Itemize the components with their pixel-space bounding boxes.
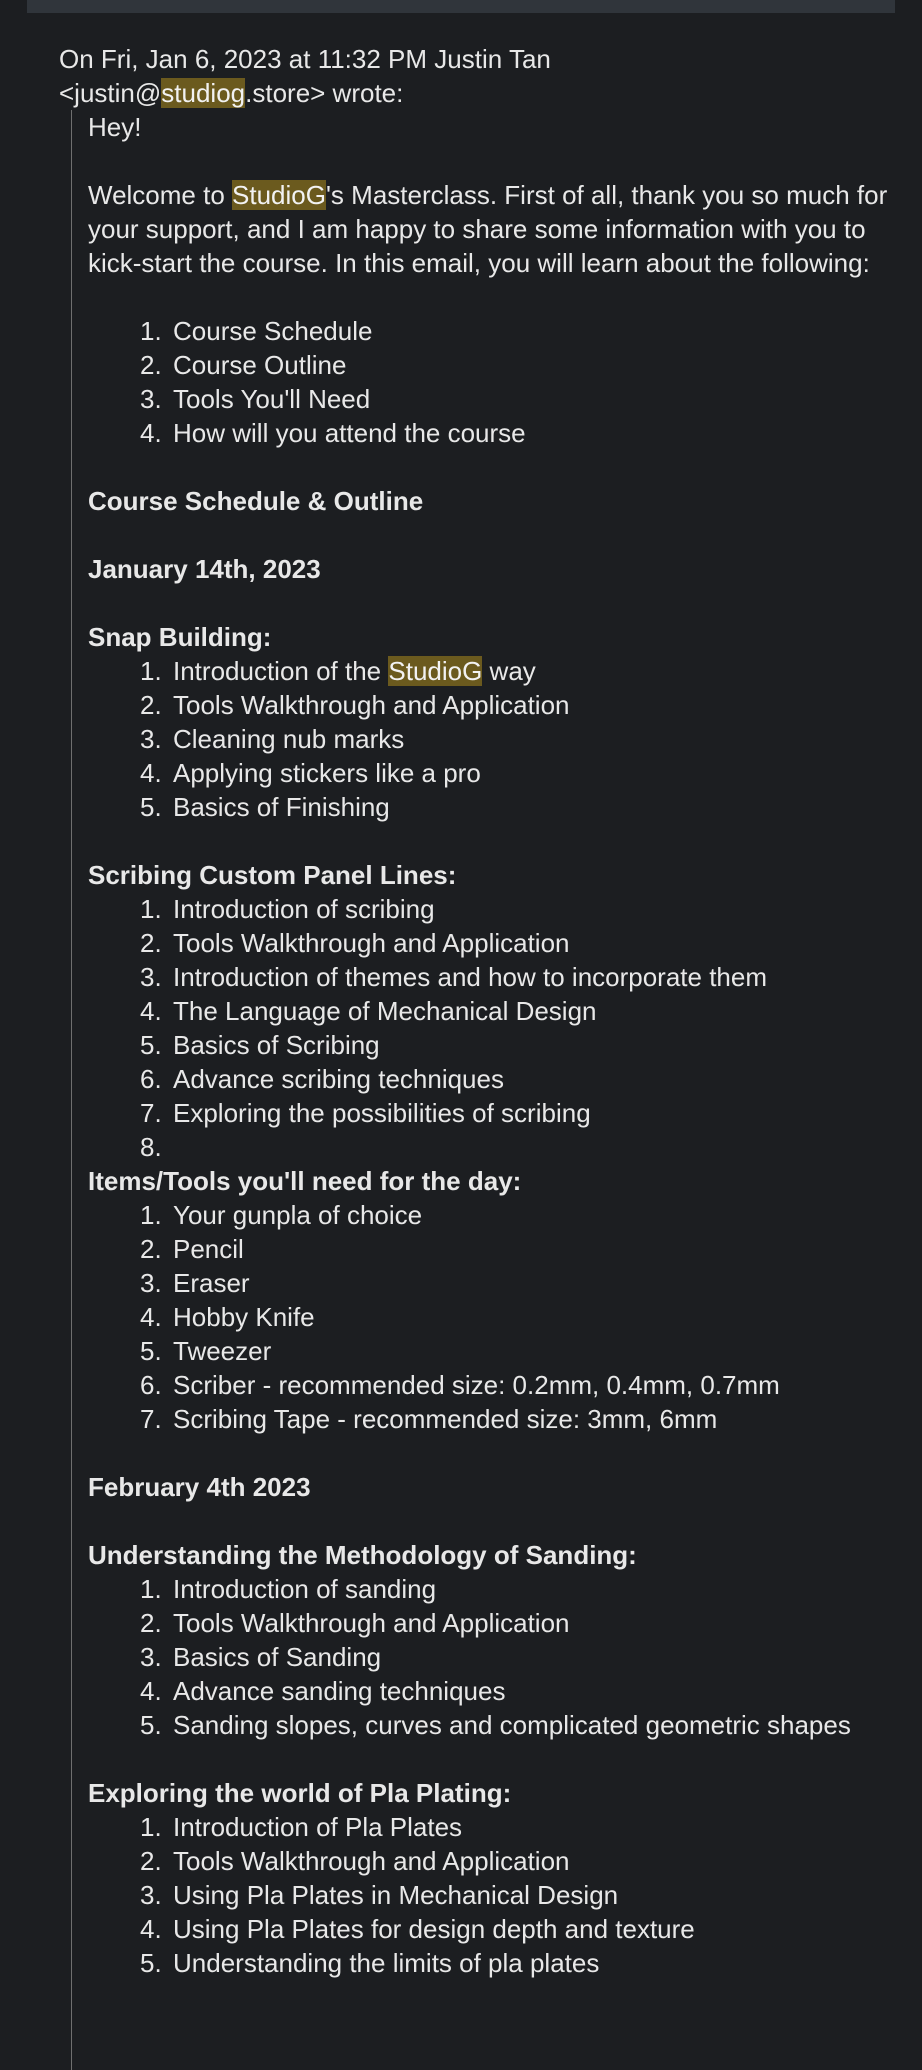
sanding-list	[88, 1572, 888, 1742]
list-item: 3. Basics of Sanding	[140, 1642, 382, 1672]
list-item: 5. Understanding the limits of pla plates	[140, 1948, 600, 1978]
snap-building-title: Snap Building:	[88, 622, 272, 652]
list-item: 5. Basics of Finishing	[140, 792, 390, 822]
list-item: 2. Tools Walkthrough and Application	[140, 1846, 570, 1876]
sanding-title: Understanding the Methodology of Sanding:	[88, 1540, 637, 1570]
date-heading: February 4th 2023	[88, 1472, 311, 1502]
list-item: 1. Course Schedule	[140, 316, 373, 346]
tools-list	[88, 1198, 888, 1436]
list-item: 6. Scriber - recommended size: 0.2mm, 0.4mm, 0.7mm	[140, 1370, 780, 1400]
list-item: 2. Pencil	[140, 1234, 244, 1264]
quote-attribution	[59, 42, 879, 110]
list-item: 3. Eraser	[140, 1268, 250, 1298]
list-item: 4. Using Pla Plates for design depth and texture	[140, 1914, 695, 1944]
list-item: 1. Introduction of scribing	[140, 894, 435, 924]
plating-title: Exploring the world of Pla Plating:	[88, 1778, 512, 1808]
list-item: 7. Exploring the possibilities of scribing	[140, 1098, 591, 1128]
list-item: 2. Tools Walkthrough and Application	[140, 690, 570, 720]
list-item: 2. Tools Walkthrough and Application	[140, 1608, 570, 1638]
search-highlight: studiog	[161, 78, 246, 108]
list-item: 2. Tools Walkthrough and Application	[140, 928, 570, 958]
welcome-pre: Welcome to	[88, 180, 233, 210]
search-highlight: StudioG	[232, 180, 326, 210]
welcome-rest: 's Masterclass. First of all, thank you so much for your support, and I am happy to share some information with you to kick-start the course. In this email, you will learn about the following:	[88, 180, 888, 278]
toc-list	[88, 314, 888, 450]
list-item: 8.	[140, 1132, 162, 1162]
list-item: 4. Advance sanding techniques	[140, 1676, 506, 1706]
list-item: 4. Hobby Knife	[140, 1302, 315, 1332]
date-heading: January 14th, 2023	[88, 554, 321, 584]
tools-title: Items/Tools you'll need for the day:	[88, 1166, 522, 1196]
list-item: 4. The Language of Mechanical Design	[140, 996, 597, 1026]
snap-building-list	[88, 654, 888, 824]
list-item: 1. Introduction of Pla Plates	[140, 1812, 463, 1842]
list-item: 3. Introduction of themes and how to incorporate them	[140, 962, 768, 992]
list-item: 2. Course Outline	[140, 350, 347, 380]
list-item: 7. Scribing Tape - recommended size: 3mm, 6mm	[140, 1404, 718, 1434]
list-item: 1. Your gunpla of choice	[140, 1200, 423, 1230]
list-item: 3. Using Pla Plates in Mechanical Design	[140, 1880, 619, 1910]
list-item: 3. Cleaning nub marks	[140, 724, 405, 754]
attribution-prefix: On Fri, Jan 6, 2023 at 11:32 PM Justin Tan	[59, 44, 551, 74]
scribing-title: Scribing Custom Panel Lines:	[88, 860, 457, 890]
list-item: 4. How will you attend the course	[140, 418, 526, 448]
sender-email-close: .store> wrote:	[245, 78, 404, 108]
list-item: 1. Introduction of sanding	[140, 1574, 437, 1604]
list-item: 3. Tools You'll Need	[140, 384, 371, 414]
greeting: Hey!	[88, 112, 142, 142]
section-title: Course Schedule & Outline	[88, 486, 424, 516]
list-item: 5. Sanding slopes, curves and complicated geometric shapes	[140, 1710, 851, 1740]
top-bar	[27, 0, 895, 13]
message-body	[88, 110, 888, 1980]
list-item: 1. Introduction of the StudioG way	[140, 656, 536, 686]
welcome-paragraph	[88, 178, 888, 280]
list-item: 5. Basics of Scribing	[140, 1030, 380, 1060]
search-highlight: StudioG	[388, 656, 483, 686]
sender-email-open: <justin@	[59, 78, 162, 108]
list-item: 6. Advance scribing techniques	[140, 1064, 504, 1094]
scribing-list	[88, 892, 888, 1164]
list-item: 4. Applying stickers like a pro	[140, 758, 481, 788]
plating-list	[88, 1810, 888, 1980]
list-item: 5. Tweezer	[140, 1336, 272, 1366]
quoted-message	[71, 110, 902, 2070]
